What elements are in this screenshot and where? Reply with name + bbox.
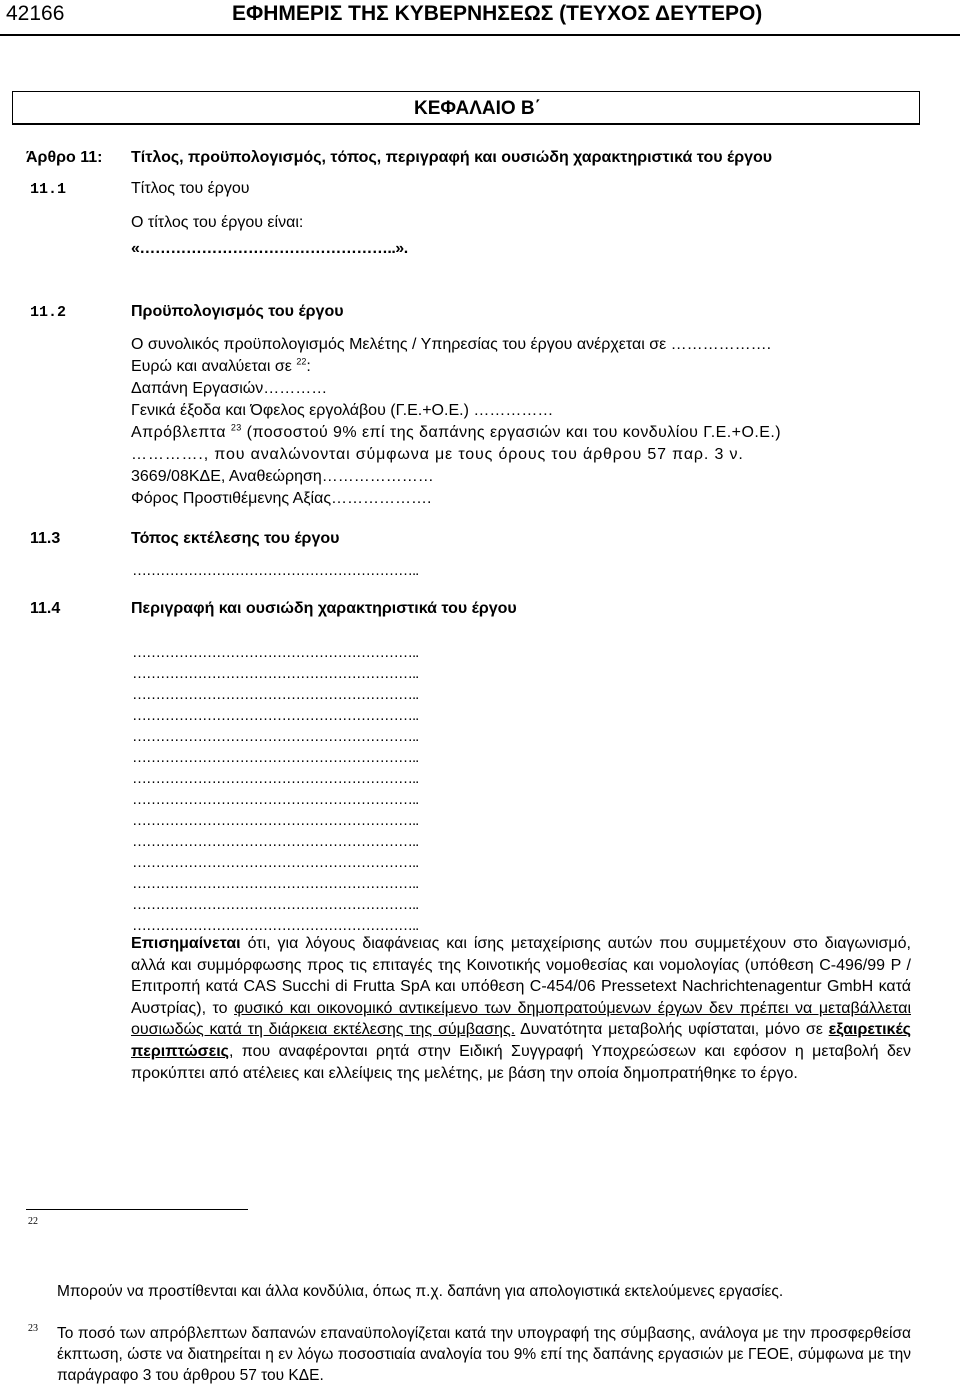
- footnote-23-text: Το ποσό των απρόβλεπτων δαπανών επαναϋπολογίζεται κατά την υπογραφή της σύμβασης, ανάλογα με την προσφερθείσα έκπτωση, ώστε να διατηρείται η εν λόγω ποσοστιαία αναλογία του 9% επί της δαπάνης εργασιών με ΓΕΟΕ, σύμφωνα με την παράγραφο 3 του άρθρου 57 του ΚΔΕ.: [57, 1325, 911, 1384]
- description-dot-line: ……………………………………………………..: [132, 728, 419, 745]
- footnote-ref-22: 22: [296, 356, 307, 367]
- description-dot-line: ……………………………………………………..: [132, 644, 419, 661]
- chapter-title: ΚΕΦΑΛΑΙΟ Β΄: [414, 98, 541, 119]
- section-11-1-number: 11.1: [30, 181, 67, 198]
- chapter-rule: [12, 123, 920, 125]
- article-label: Άρθρο 11:: [26, 149, 103, 166]
- description-dot-line: ……………………………………………………..: [132, 791, 419, 808]
- revision: 3669/08ΚΔΕ, Αναθεώρηση…………………: [131, 468, 434, 485]
- description-dot-line: ……………………………………………………..: [132, 770, 419, 787]
- footnote-23-number: 23: [28, 1323, 38, 1334]
- note-underline-1: φυσικό και οικονομικό αντικείμενο των δημοπρατούμενων έργων δεν πρέπει να μεταβάλλεται ουσιωδώς κατά τη διάρκεια εκτέλεσης της σύμβασης.: [131, 999, 911, 1039]
- vat: Φόρος Προστιθέμενης Αξίας……………….: [131, 490, 432, 507]
- footnote-22-number: 22: [28, 1216, 38, 1227]
- section-11-3-number: 11.3: [30, 530, 61, 547]
- note-lead: Επισημαίνεται: [131, 935, 241, 952]
- footnote-separator: [26, 1209, 248, 1210]
- description-dot-line: ……………………………………………………..: [132, 749, 419, 766]
- description-dot-line: ……………………………………………………..: [132, 896, 419, 913]
- section-11-1-title: Τίτλος του έργου: [131, 180, 250, 197]
- title-intro: Ο τίτλος του έργου είναι:: [131, 214, 304, 231]
- contingencies-cont: …………., που αναλώνονται σύμφωνα με τους όρους του άρθρου 57 παρ. 3 ν.: [131, 446, 744, 463]
- section-11-2-number: 11.2: [30, 304, 67, 321]
- footnote-22-text: Μπορούν να προστίθενται και άλλα κονδύλια, όπως π.χ. δαπάνη για απολογιστικά εκτελούμενες εργασίες.: [57, 1283, 784, 1300]
- gazette-title: ΕΦΗΜΕΡΙΣ ΤΗΣ ΚΥΒΕΡΝΗΣΕΩΣ (ΤΕΥΧΟΣ ΔΕΥΤΕΡΟ): [232, 2, 763, 25]
- description-dot-line: ……………………………………………………..: [132, 833, 419, 850]
- description-dot-line: ……………………………………………………..: [132, 854, 419, 871]
- section-11-4-number: 11.4: [30, 600, 61, 617]
- section-11-3-title: Τόπος εκτέλεσης του έργου: [131, 530, 340, 547]
- budget-line-1: Ο συνολικός προϋπολογισμός Μελέτης / Υπηρεσίας του έργου ανέρχεται σε ……………….: [131, 336, 772, 353]
- works-cost: Δαπάνη Εργασιών…………: [131, 380, 328, 397]
- note-emphasis: εξαιρετικές περιπτώσεις: [131, 1021, 911, 1060]
- section-11-4-title: Περιγραφή και ουσιώδη χαρακτηριστικά του έργου: [131, 600, 517, 617]
- description-dot-line: ……………………………………………………..: [132, 665, 419, 682]
- location-placeholder: ……………………………………………………..: [132, 562, 419, 579]
- note-paragraph: Επισημαίνεται ότι, για λόγους διαφάνειας και ίσης μεταχείρισης αυτών που συμμετέχουν στο διαγωνισμό, αλλά και συμμόρφωσης προς τις επιταγές της Κοινοτικής νομοθεσίας και νομολογίας (υπόθεση C-496/99 P / Επιτροπή κατά CAS Succhi di Frutta SpA και υπόθεση C-454/06 Pressetext Nachrichtenagentur GmbH κατά Αυστρίας), το φυσικό και οικονομικό αντικείμενο των δημοπρατούμενων έργων δεν πρέπει να μεταβάλλεται ουσιωδώς κατά τη διάρκεια εκτέλεσης της σύμβασης. Δυνατότητα μεταβολής υφίσταται, μόνο σε εξαιρετικές περιπτώσεις, που αναφέρονται ρητά στην Ειδική Συγγραφή Υποχρεώσεων και εφόσον η μεταβολή δεν προκύπτει από ατέλειες και ελλείψεις της μελέτης, με βάση την οποία δημοπρατήθηκε το έργο.: [131, 935, 911, 1082]
- description-dot-line: ……………………………………………………..: [132, 917, 419, 934]
- description-dot-line: ……………………………………………………..: [132, 707, 419, 724]
- article-title: Τίτλος, προϋπολογισμός, τόπος, περιγραφή και ουσιώδη χαρακτηριστικά του έργου: [131, 149, 773, 166]
- description-dot-line: ……………………………………………………..: [132, 875, 419, 892]
- description-dot-line: ……………………………………………………..: [132, 686, 419, 703]
- page-number: 42166: [6, 2, 65, 25]
- overhead-profit: Γενικά έξοδα και Όφελος εργολάβου (Γ.Ε.+Ο.Ε.) ……………: [131, 402, 554, 419]
- description-dot-line: ……………………………………………………..: [132, 812, 419, 829]
- section-11-2-title: Προϋπολογισμός του έργου: [131, 303, 344, 320]
- budget-line-2: Ευρώ και αναλύεται σε $^{22}$:: [131, 356, 311, 375]
- footnote-ref-23: 23: [230, 422, 242, 433]
- header-rule: [0, 34, 960, 36]
- title-placeholder: «…………………………………………..».: [131, 240, 408, 257]
- contingencies: Απρόβλεπτα $^{23}$ (ποσοστού 9% επί της δαπάνης εργασιών και του κονδυλίου Γ.Ε.+Ο.Ε.): [131, 422, 782, 441]
